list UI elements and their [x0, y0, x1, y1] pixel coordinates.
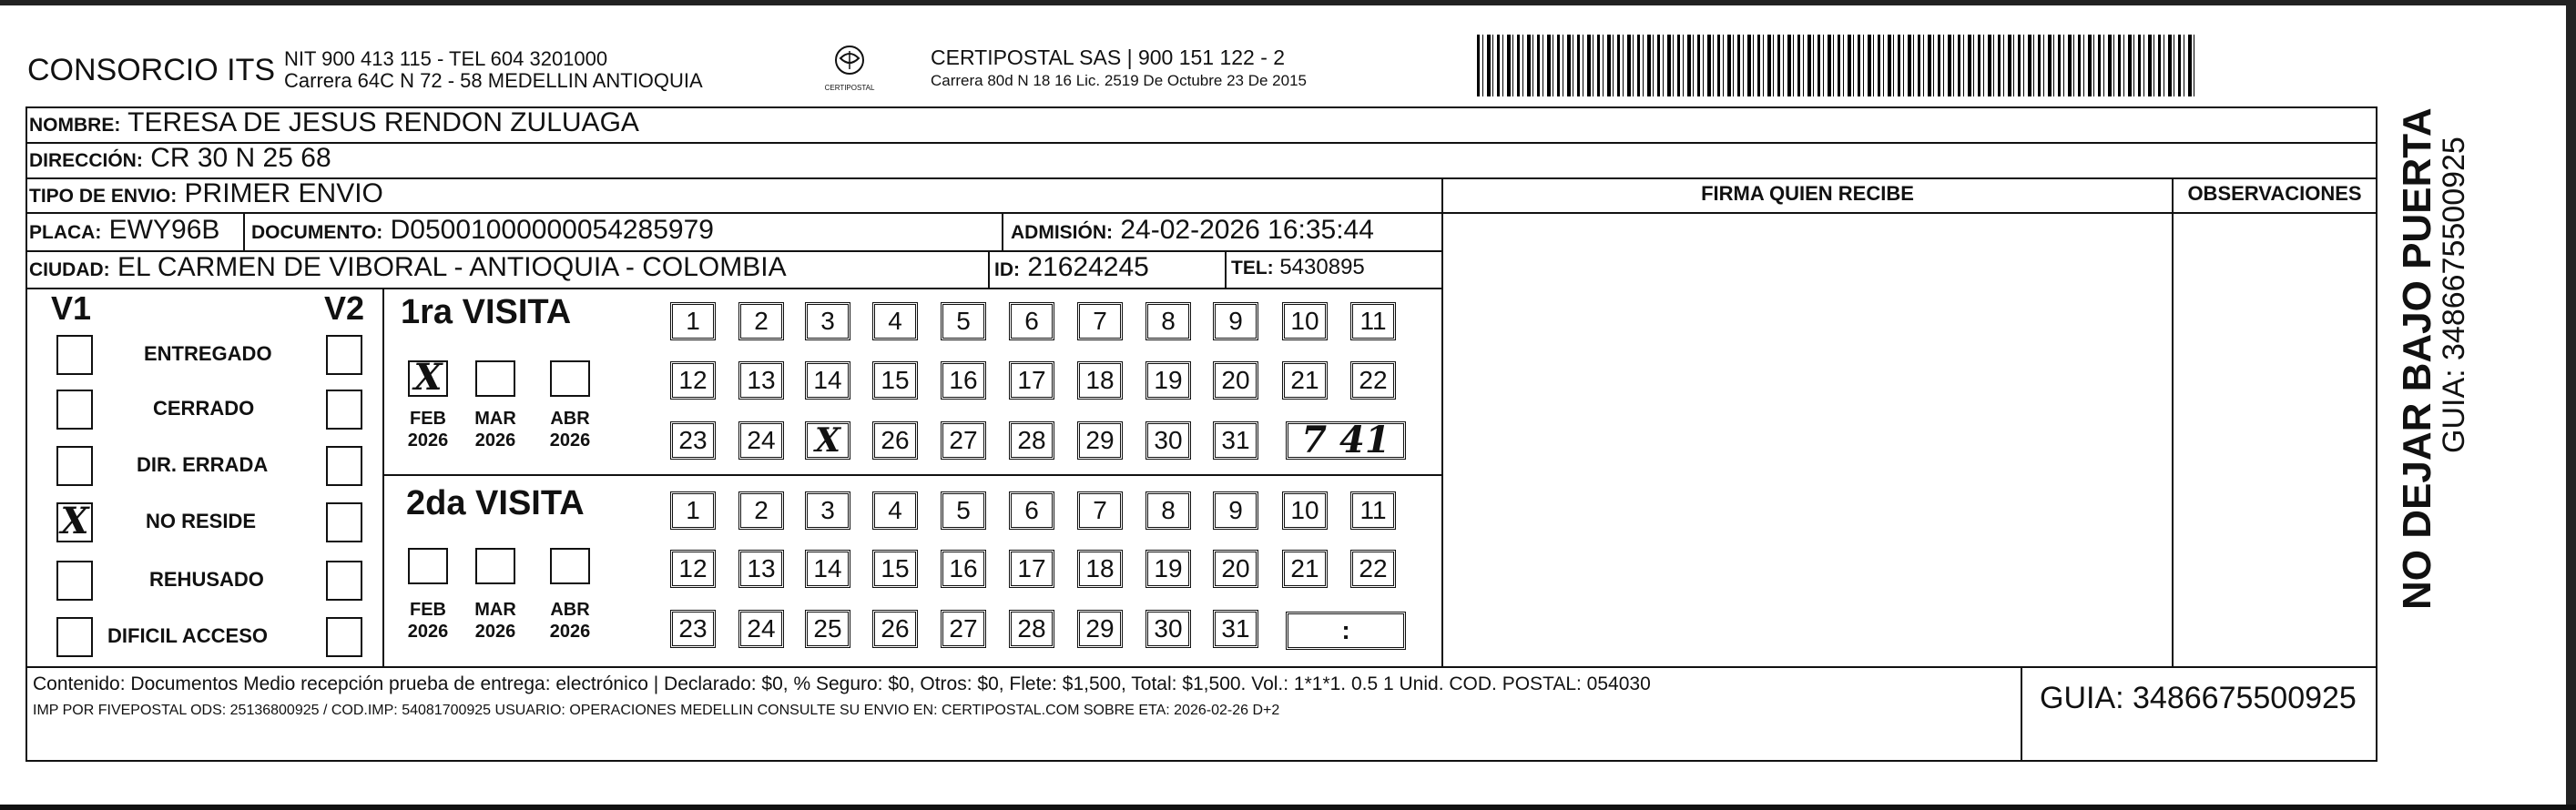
status-label: NO RESIDE: [146, 510, 257, 532]
day-box[interactable]: 2: [738, 302, 784, 340]
month-label: [401, 408, 455, 451]
month-name: MAR: [474, 409, 516, 429]
v1-checkbox[interactable]: [56, 561, 93, 601]
bottom-edge: [0, 805, 2576, 810]
visit2-title: 2da VISITA: [406, 484, 585, 522]
placa-label: PLACA:: [29, 222, 102, 243]
day-box[interactable]: 10: [1282, 302, 1328, 340]
day-box[interactable]: 9: [1213, 302, 1258, 340]
row-line: [382, 474, 1441, 476]
v1-checkbox[interactable]: [56, 446, 93, 486]
ciudad-field: [29, 252, 787, 283]
day-box[interactable]: 5: [941, 491, 986, 530]
v2-checkbox[interactable]: [326, 446, 362, 486]
day-box[interactable]: 15: [872, 550, 918, 588]
col-line: [2021, 666, 2022, 762]
day-box[interactable]: 7: [1077, 302, 1123, 340]
month-name: ABR: [550, 409, 590, 429]
carrier-info: CERTIPOSTAL SAS | 900 151 122 - 2: [931, 46, 1286, 69]
admision-label: ADMISIÓN:: [1011, 222, 1113, 243]
v2-checkbox[interactable]: [326, 502, 362, 542]
day-box[interactable]: 30: [1145, 610, 1191, 648]
month-checkbox[interactable]: [550, 548, 590, 584]
col-line: [382, 288, 384, 666]
tipo-label: TIPO DE ENVIO:: [29, 186, 178, 207]
month-checkbox[interactable]: [408, 548, 448, 584]
tel-field: [1231, 255, 1365, 280]
col-line: [1002, 212, 1003, 250]
month-name: ABR: [550, 600, 590, 620]
day-box[interactable]: 21: [1282, 361, 1328, 400]
month-year: 2026: [474, 430, 516, 451]
day-box[interactable]: 18: [1077, 361, 1123, 400]
v2-checkbox[interactable]: [326, 390, 362, 430]
day-box[interactable]: X: [805, 421, 850, 460]
v2-checkbox[interactable]: [326, 617, 362, 657]
day-box[interactable]: 6: [1009, 491, 1054, 530]
day-box[interactable]: 2: [738, 491, 784, 530]
day-box[interactable]: 19: [1145, 361, 1191, 400]
documento-value: D05001000000054285979: [390, 215, 714, 245]
day-box[interactable]: 24: [738, 421, 784, 460]
day-box[interactable]: 9: [1213, 491, 1258, 530]
ciudad-value: EL CARMEN DE VIBORAL - ANTIOQUIA - COLOMBIA: [117, 252, 787, 282]
side-guia: GUIA: 3486675500925: [2437, 137, 2471, 453]
carrier-license: Carrera 80d N 18 16 Lic. 2519 De Octubre 23 De 2015: [931, 72, 1307, 89]
row-line: [25, 288, 1441, 289]
direccion-value: CR 30 N 25 68: [150, 143, 331, 173]
day-box[interactable]: 1: [670, 491, 716, 530]
day-box[interactable]: 26: [872, 421, 918, 460]
day-box[interactable]: 17: [1009, 361, 1054, 400]
v1-checkbox[interactable]: [56, 390, 93, 430]
admision-value: 24-02-2026 16:35:44: [1120, 215, 1374, 245]
day-box[interactable]: 11: [1350, 491, 1396, 530]
row-line: [25, 666, 2377, 668]
v2-header: V2: [324, 289, 365, 327]
logo-label: CERTIPOSTAL: [824, 84, 875, 92]
status-label: ENTREGADO: [144, 342, 272, 365]
day-box[interactable]: 20: [1213, 361, 1258, 400]
company-address: Carrera 64C N 72 - 58 MEDELLIN ANTIOQUIA: [284, 69, 703, 92]
day-box[interactable]: 27: [941, 421, 986, 460]
imp-line: IMP POR FIVEPOSTAL ODS: 25136800925 / COD.IMP: 54081700925 USUARIO: OPERACIONES MEDELLIN CONSULTE SU ENVIO EN: CERTIPOSTAL.COM SOBRE ETA: 2026-02-26 D+2: [33, 703, 1280, 718]
id-value: 21624245: [1027, 252, 1149, 282]
day-box[interactable]: 22: [1350, 361, 1396, 400]
tel-label: TEL:: [1231, 258, 1274, 278]
row-line: [25, 212, 2377, 214]
firma-header: FIRMA QUIEN RECIBE: [1701, 182, 1914, 205]
company-nit: NIT 900 413 115 - TEL 604 3201000: [284, 47, 608, 70]
col-line: [243, 212, 245, 250]
visit1-title: 1ra VISITA: [401, 293, 572, 331]
contenido-line: Contenido: Documentos Medio recepción prueba de entrega: electrónico | Declarado: $0, % Seguro: $0, Otros: $0, Flete: $1,500, Total: $1,500. Vol.: 1*1*1. 0.5 1 Unid. COD. POSTAL: 054030: [33, 673, 1651, 694]
day-box[interactable]: 30: [1145, 421, 1191, 460]
day-box[interactable]: 4: [872, 491, 918, 530]
month-name: MAR: [474, 600, 516, 620]
col-line: [2172, 177, 2174, 666]
day-box[interactable]: 29: [1077, 421, 1123, 460]
day-box[interactable]: 27: [941, 610, 986, 648]
status-label: DIR. ERRADA: [137, 453, 269, 476]
day-box[interactable]: 12: [670, 361, 716, 400]
documento-field: [251, 215, 714, 246]
v1-checkbox[interactable]: X: [56, 502, 93, 542]
month-checkbox[interactable]: [475, 360, 515, 397]
day-box[interactable]: 14: [805, 361, 850, 400]
day-box[interactable]: 25: [805, 610, 850, 648]
month-year: 2026: [407, 622, 449, 642]
nombre-value: TERESA DE JESUS RENDON ZULUAGA: [127, 107, 639, 137]
day-box[interactable]: 22: [1350, 550, 1396, 588]
v1-checkbox[interactable]: [56, 335, 93, 375]
day-box[interactable]: 28: [1009, 610, 1054, 648]
month-year: 2026: [474, 622, 516, 642]
day-box[interactable]: 26: [872, 610, 918, 648]
id-label: ID:: [994, 259, 1020, 280]
admision-field: [1011, 215, 1374, 246]
month-name: FEB: [410, 600, 446, 620]
certipostal-logo: [818, 42, 881, 96]
col-line: [988, 250, 990, 288]
day-box[interactable]: 16: [941, 361, 986, 400]
month-year: 2026: [407, 430, 449, 451]
v2-checkbox[interactable]: [326, 561, 362, 601]
day-box[interactable]: 17: [1009, 550, 1054, 588]
month-name: FEB: [410, 409, 446, 429]
day-box[interactable]: 3: [805, 302, 850, 340]
side-warning: NO DEJAR BAJO PUERTA: [2395, 107, 2439, 610]
tel-value: 5430895: [1279, 255, 1365, 279]
day-box[interactable]: 3: [805, 491, 850, 530]
nombre-label: NOMBRE:: [29, 115, 121, 136]
month-checkbox[interactable]: X: [408, 360, 448, 397]
v2-checkbox[interactable]: [326, 335, 362, 375]
day-box[interactable]: 28: [1009, 421, 1054, 460]
day-box[interactable]: 12: [670, 550, 716, 588]
day-box[interactable]: 6: [1009, 302, 1054, 340]
col-line: [1441, 177, 1443, 666]
v1-checkbox[interactable]: [56, 617, 93, 657]
visit2-time: :: [1286, 612, 1406, 650]
id-field: [994, 252, 1149, 283]
month-label: [543, 408, 597, 451]
placa-value: EWY96B: [108, 215, 220, 245]
month-label: [401, 599, 455, 643]
day-box[interactable]: 14: [805, 550, 850, 588]
col-line: [1225, 250, 1227, 288]
day-box[interactable]: 8: [1145, 491, 1191, 530]
month-year: 2026: [549, 622, 591, 642]
day-box[interactable]: 20: [1213, 550, 1258, 588]
day-box[interactable]: 18: [1077, 550, 1123, 588]
day-box[interactable]: 31: [1213, 610, 1258, 648]
company-name: CONSORCIO ITS: [27, 53, 276, 87]
day-box[interactable]: 19: [1145, 550, 1191, 588]
tipo-field: [29, 178, 383, 209]
footer-guia: GUIA: 3486675500925: [2040, 681, 2357, 715]
day-box[interactable]: 4: [872, 302, 918, 340]
day-box[interactable]: 29: [1077, 610, 1123, 648]
placa-field: [29, 215, 219, 246]
day-box[interactable]: 1: [670, 302, 716, 340]
right-edge: [2566, 0, 2576, 810]
month-label: [543, 599, 597, 643]
ciudad-label: CIUDAD:: [29, 259, 110, 280]
row-line: [25, 142, 2377, 144]
documento-label: DOCUMENTO:: [251, 222, 383, 243]
day-box[interactable]: 21: [1282, 550, 1328, 588]
month-year: 2026: [549, 430, 591, 451]
day-box[interactable]: 15: [872, 361, 918, 400]
day-box[interactable]: 10: [1282, 491, 1328, 530]
day-box[interactable]: 7: [1077, 491, 1123, 530]
nombre-field: [29, 107, 639, 138]
day-box[interactable]: 5: [941, 302, 986, 340]
month-checkbox[interactable]: [475, 548, 515, 584]
day-box[interactable]: 11: [1350, 302, 1396, 340]
month-label: [468, 408, 523, 451]
top-edge: [0, 0, 2576, 5]
day-box[interactable]: 16: [941, 550, 986, 588]
day-box[interactable]: 24: [738, 610, 784, 648]
day-box[interactable]: 31: [1213, 421, 1258, 460]
day-box[interactable]: 8: [1145, 302, 1191, 340]
status-label: CERRADO: [153, 397, 255, 420]
day-box[interactable]: 13: [738, 550, 784, 588]
day-box[interactable]: 23: [670, 610, 716, 648]
direccion-field: [29, 143, 331, 174]
tipo-value: PRIMER ENVIO: [184, 178, 383, 208]
status-label: REHUSADO: [149, 568, 264, 591]
status-label: DIFICIL ACCESO: [107, 624, 269, 647]
observaciones-header: OBSERVACIONES: [2187, 182, 2362, 205]
col-line: [2376, 177, 2377, 666]
barcode: [1477, 35, 2196, 96]
day-box[interactable]: 13: [738, 361, 784, 400]
direccion-label: DIRECCIÓN:: [29, 150, 143, 171]
visit1-time: 7 41: [1286, 421, 1406, 460]
v1-header: V1: [51, 289, 92, 327]
day-box[interactable]: 23: [670, 421, 716, 460]
month-checkbox[interactable]: [550, 360, 590, 397]
month-label: [468, 599, 523, 643]
